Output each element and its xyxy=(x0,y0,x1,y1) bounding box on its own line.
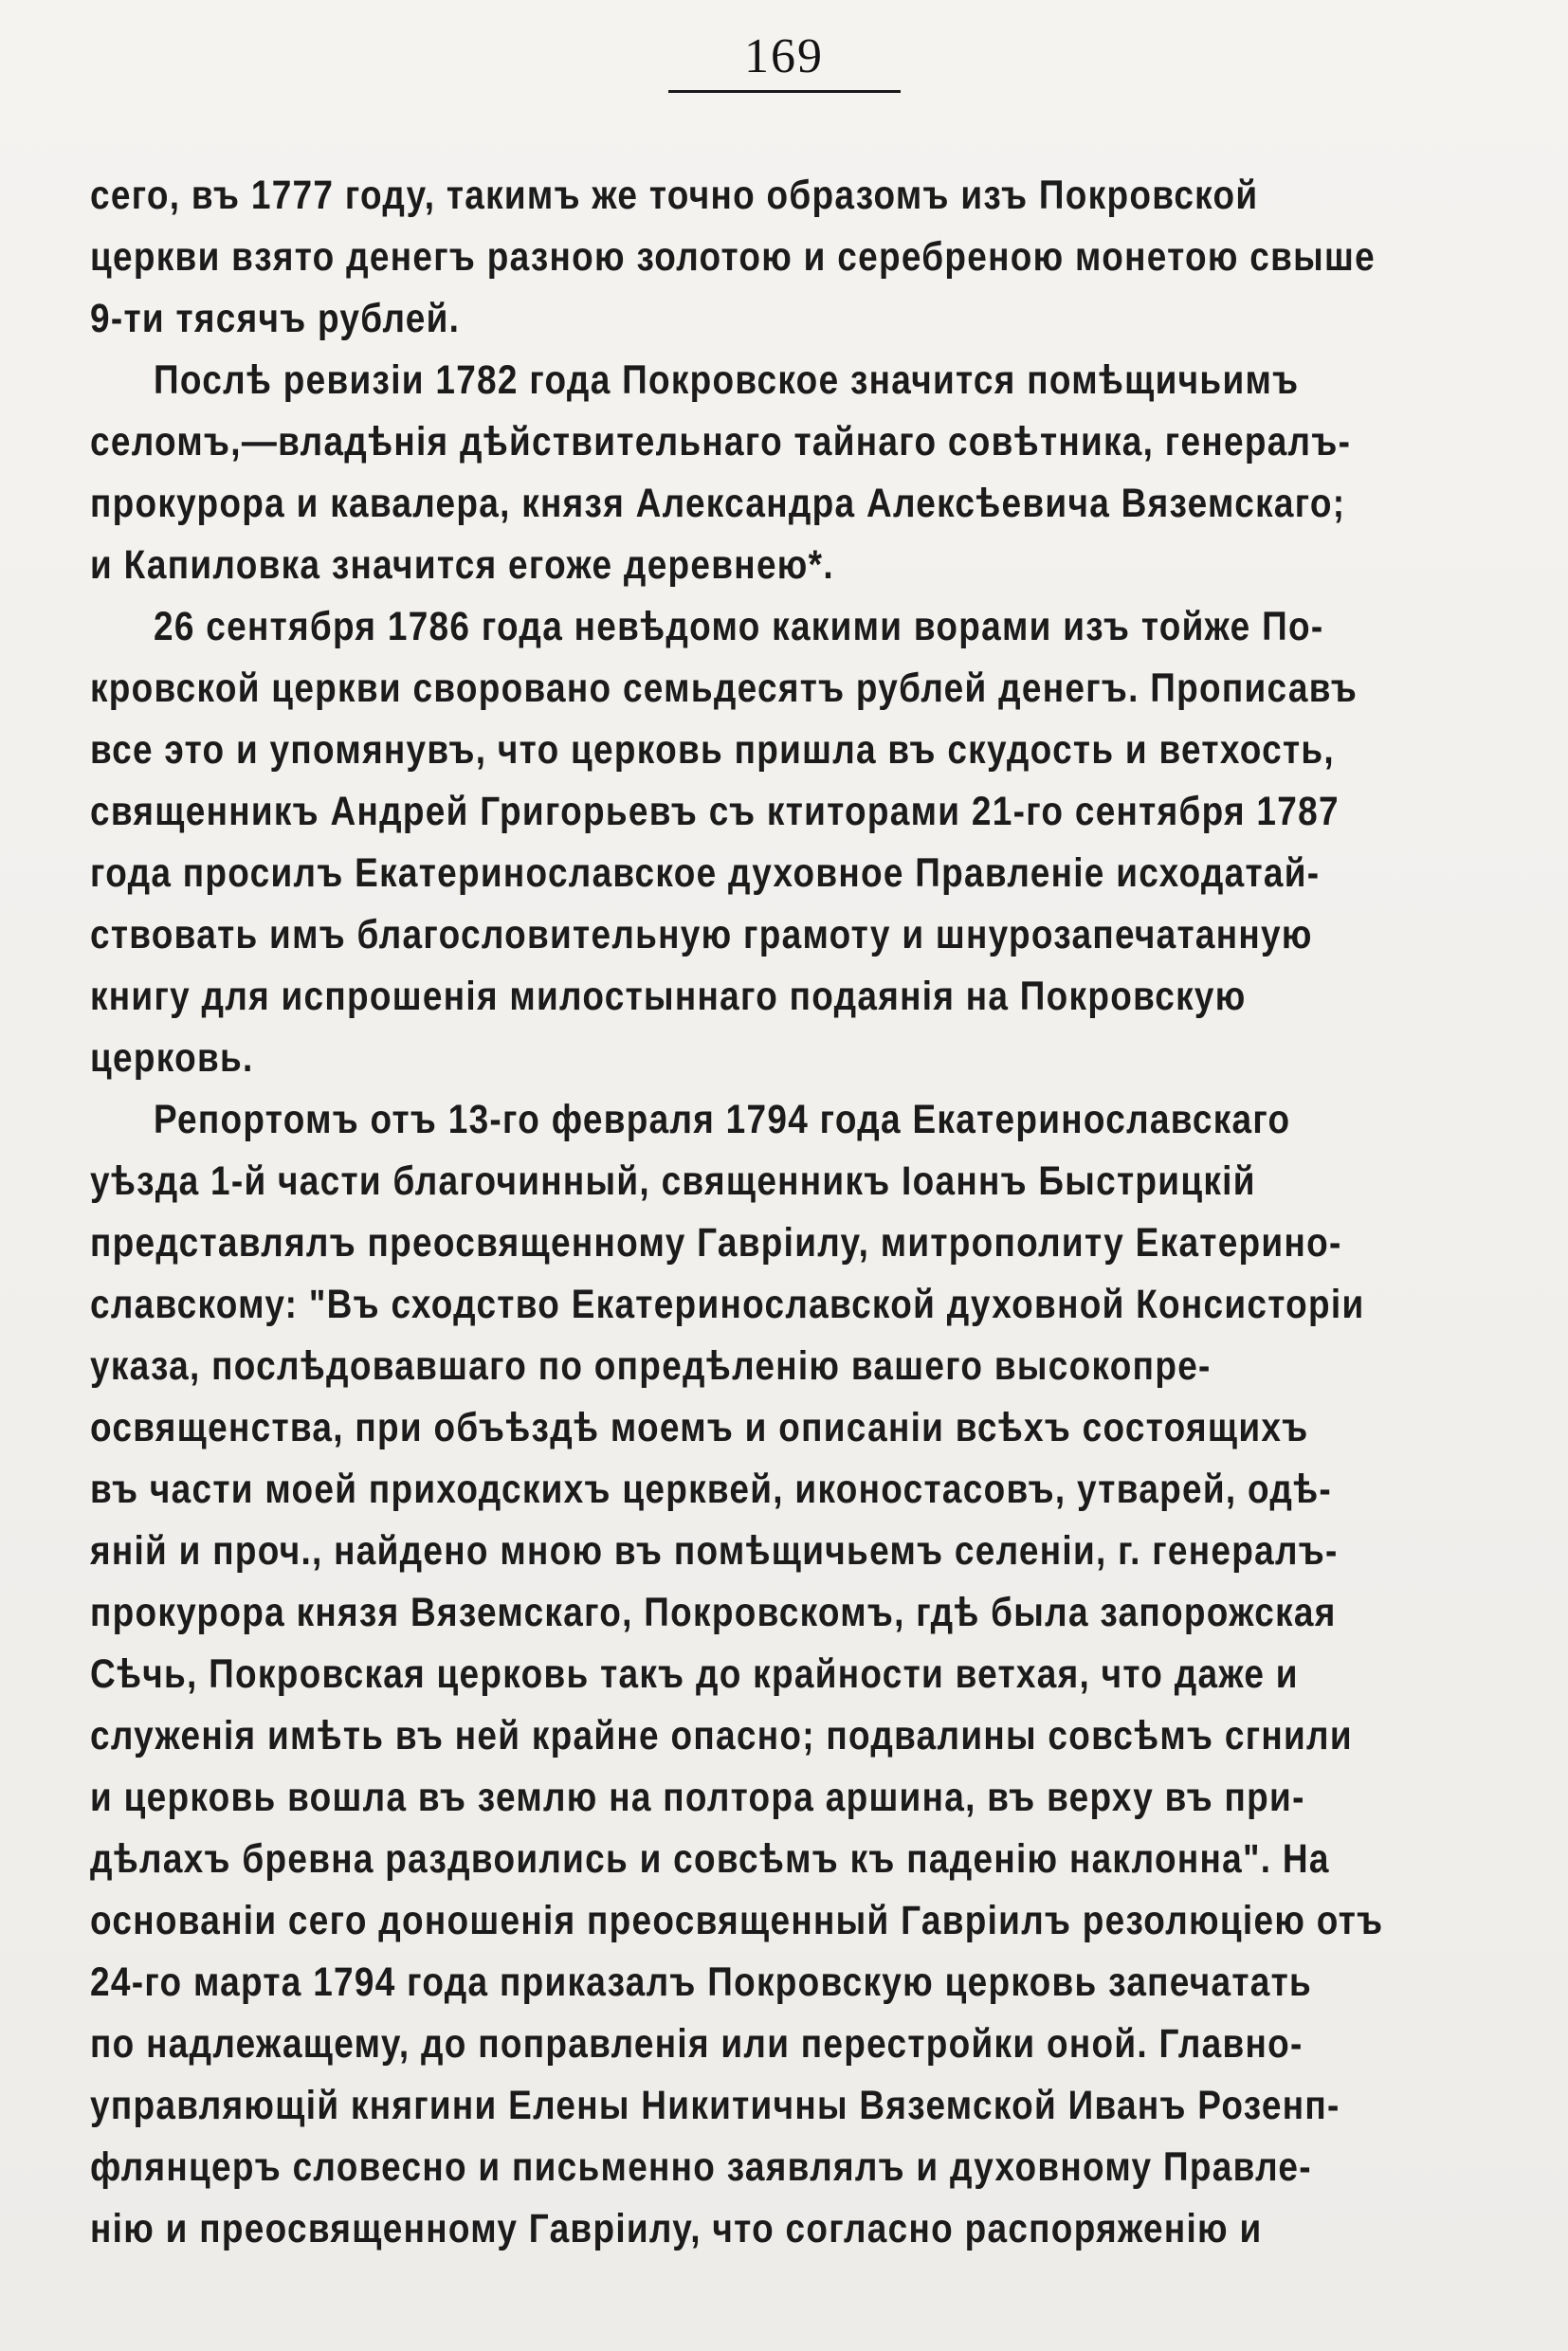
text-line: книгу для испрошенія милостыннаго подаянія на Покровскую xyxy=(90,974,1247,1019)
text-line: служенія имѣть въ ней крайне опасно; подвалины совсѣмъ сгнили xyxy=(90,1713,1353,1759)
text-line: сего, въ 1777 году, такимъ же точно образомъ изъ Покровской xyxy=(90,173,1259,218)
text-line: основаніи сего доношенія преосвященный Гавріилъ резолюціею отъ xyxy=(90,1898,1384,1943)
text-line: Послѣ ревизіи 1782 года Покровское значится помѣщичьимъ xyxy=(154,357,1300,403)
text-line: управляющій княгини Елены Никитичны Вяземской Иванъ Розенп- xyxy=(90,2083,1340,2128)
text-line: 26 сентября 1786 года невѣдомо какими ворами изъ тойже По- xyxy=(154,604,1324,649)
text-line: уѣзда 1-й части благочинный, священникъ Іоаннъ Быстрицкій xyxy=(90,1158,1256,1204)
text-line: кровской церкви своровано семьдесятъ рублей денегъ. Прописавъ xyxy=(90,665,1358,711)
text-line: прокурора и кавалера, князя Александра Алексѣевича Вяземскаго; xyxy=(90,481,1346,526)
text-line: года просилъ Екатеринославское духовное Правленіе исходатай- xyxy=(90,850,1321,896)
text-line: церкви взято денегъ разною золотою и серебреною монетою свыше xyxy=(90,234,1377,280)
text-line: прокурора князя Вяземскаго, Покровскомъ, гдѣ была запорожская xyxy=(90,1590,1337,1635)
text-line: церковь. xyxy=(90,1035,254,1081)
text-line: славскому: "Въ сходство Екатеринославской духовной Консисторіи xyxy=(90,1282,1365,1327)
text-line: 24-го марта 1794 года приказалъ Покровскую церковь запечатать xyxy=(90,1959,1313,2005)
page-number-rule xyxy=(668,90,901,93)
text-line: яній и проч., найдено мною въ помѣщичьемъ селеніи, г. генералъ- xyxy=(90,1528,1339,1574)
text-line: представлялъ преосвященному Гавріилу, митрополиту Екатерино- xyxy=(90,1220,1342,1266)
text-line: нію и преосвященному Гавріилу, что согласно распоряженію и xyxy=(90,2206,1263,2251)
text-line: и церковь вошла въ землю на полтора аршина, въ верху въ при- xyxy=(90,1775,1305,1820)
text-line: въ части моей приходскихъ церквей, иконостасовъ, утварей, одѣ- xyxy=(90,1467,1333,1512)
text-line: освященства, при объѣздѣ моемъ и описаніи всѣхъ состоящихъ xyxy=(90,1405,1309,1450)
text-line: флянцеръ словесно и письменно заявлялъ и духовному Правле- xyxy=(90,2144,1312,2190)
text-line: по надлежащему, до поправленія или перестройки оной. Главно- xyxy=(90,2021,1304,2067)
text-line: 9-ти тясячъ рублей. xyxy=(90,296,461,341)
text-line: и Капиловка значится егоже деревнею*. xyxy=(90,542,834,588)
page-number: 169 xyxy=(744,29,824,83)
text-line: указа, послѣдовавшаго по опредѣленію вашего высокопре- xyxy=(90,1343,1212,1389)
text-line: ствовать имъ благословительную грамоту и шнурозапечатанную xyxy=(90,912,1313,957)
text-line: Сѣчь, Покровская церковь такъ до крайности ветхая, что даже и xyxy=(90,1651,1299,1697)
text-line: дѣлахъ бревна раздвоились и совсѣмъ къ паденію наклонна". На xyxy=(90,1836,1330,1882)
text-line: селомъ,—владѣнія дѣйствительнаго тайнаго совѣтника, генералъ- xyxy=(90,419,1352,465)
text-line: священникъ Андрей Григорьевъ съ ктиторами 21-го сентября 1787 xyxy=(90,789,1340,834)
text-line: Репортомъ отъ 13-го февраля 1794 года Екатеринославскаго xyxy=(154,1097,1291,1142)
text-line: все это и упомянувъ, что церковь пришла въ скудость и ветхость, xyxy=(90,727,1335,773)
